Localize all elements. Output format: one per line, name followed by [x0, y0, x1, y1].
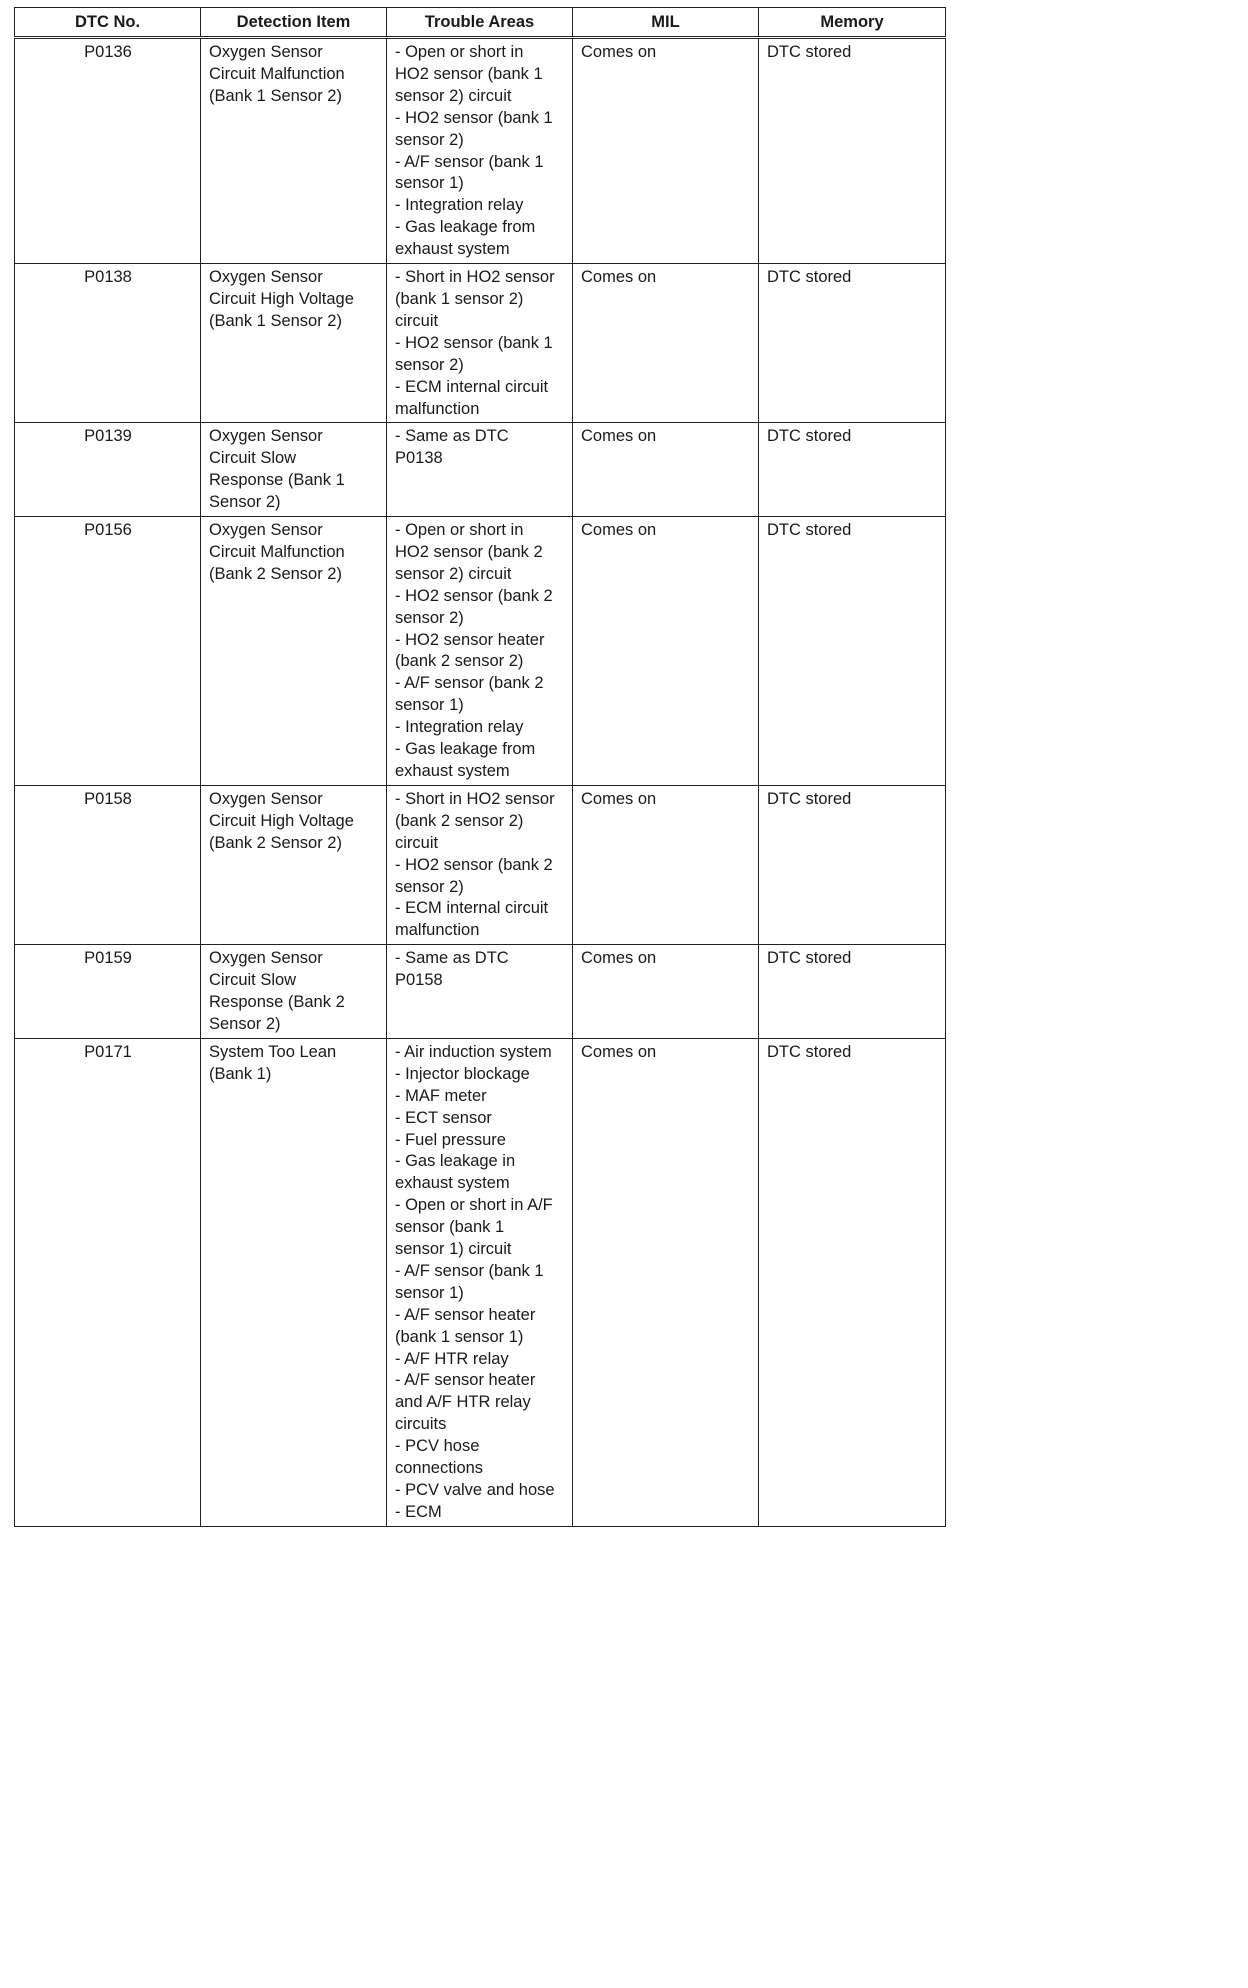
table-row: [15, 423, 946, 517]
table-row: [15, 264, 946, 423]
memory-cell: DTC stored: [759, 423, 946, 517]
mil-cell: Comes on: [573, 1038, 759, 1526]
table-row: [15, 945, 946, 1039]
trouble-area-item: - Gas leakage from exhaust system: [395, 740, 536, 780]
detection-item-cell: Oxygen Sensor Circuit Malfunction (Bank 1 Sensor 2): [201, 38, 387, 264]
trouble-area-item: - Open or short in HO2 sensor (bank 2 sensor 2) circuit: [395, 521, 543, 583]
trouble-area-item: - HO2 sensor (bank 1 sensor 2): [395, 333, 553, 374]
dtc-table: [14, 7, 946, 1527]
detection-item-cell: System Too Lean (Bank 1): [201, 1038, 387, 1526]
memory-cell: DTC stored: [759, 945, 946, 1039]
trouble-area-item: - ECT sensor: [395, 1108, 492, 1127]
header-row: [15, 8, 946, 38]
trouble-area-item: - Air induction system: [395, 1042, 552, 1061]
trouble-area-item: - ECM internal circuit malfunction: [395, 899, 549, 940]
trouble-area-item: - HO2 sensor (bank 2 sensor 2): [395, 586, 553, 627]
trouble-area-item: - ECM internal circuit malfunction: [395, 377, 549, 418]
mil-cell: Comes on: [573, 423, 759, 517]
memory-cell: DTC stored: [759, 517, 946, 786]
trouble-area-item: - PCV hose connections: [395, 1437, 484, 1478]
dtc-code-cell: P0139: [15, 423, 201, 517]
trouble-area-item: - Same as DTC P0158: [395, 949, 509, 990]
header-memory: Memory: [759, 8, 946, 38]
trouble-area-item: - Same as DTC P0138: [395, 427, 509, 468]
dtc-code-cell: P0171: [15, 1038, 201, 1526]
header-mil: MIL: [573, 8, 759, 38]
trouble-areas-cell: [387, 785, 573, 944]
table-row: [15, 785, 946, 944]
trouble-area-item: - Open or short in A/F sensor (bank 1 sensor 1) circuit: [395, 1196, 553, 1259]
trouble-area-item: - Fuel pressure: [395, 1130, 506, 1149]
trouble-areas-cell: [387, 1038, 573, 1526]
header-detection-item: Detection Item: [201, 8, 387, 38]
trouble-areas-cell: [387, 517, 573, 786]
detection-item-cell: Oxygen Sensor Circuit High Voltage (Bank 1 Sensor 2): [201, 264, 387, 423]
trouble-area-item: - A/F sensor (bank 2 sensor 1): [395, 674, 544, 715]
mil-cell: Comes on: [573, 38, 759, 264]
detection-item-cell: Oxygen Sensor Circuit High Voltage (Bank 2 Sensor 2): [201, 785, 387, 944]
trouble-area-item: - Short in HO2 sensor (bank 1 sensor 2) circuit: [395, 268, 555, 330]
memory-cell: DTC stored: [759, 38, 946, 264]
dtc-code-cell: P0138: [15, 264, 201, 423]
trouble-area-item: - Injector blockage: [395, 1064, 530, 1083]
trouble-area-item: - A/F sensor (bank 1 sensor 1): [395, 152, 544, 193]
mil-cell: Comes on: [573, 945, 759, 1039]
trouble-area-item: - Short in HO2 sensor (bank 2 sensor 2) circuit: [395, 789, 555, 852]
trouble-area-item: - A/F HTR relay: [395, 1349, 509, 1368]
trouble-area-item: - ECM: [395, 1502, 442, 1521]
trouble-area-item: - A/F sensor heater (bank 1 sensor 1): [395, 1305, 536, 1346]
mil-cell: Comes on: [573, 517, 759, 786]
table-body: [15, 38, 946, 1527]
trouble-area-item: - HO2 sensor (bank 1 sensor 2): [395, 108, 553, 149]
trouble-area-item: - HO2 sensor heater (bank 2 sensor 2): [395, 630, 545, 671]
dtc-code-cell: P0156: [15, 517, 201, 786]
trouble-areas-cell: [387, 264, 573, 423]
trouble-area-item: - A/F sensor heater and A/F HTR relay circuits: [395, 1371, 536, 1434]
trouble-areas-cell: [387, 945, 573, 1039]
trouble-area-item: - MAF meter: [395, 1086, 487, 1105]
header-dtc-no: DTC No.: [15, 8, 201, 38]
memory-cell: DTC stored: [759, 1038, 946, 1526]
mil-cell: Comes on: [573, 785, 759, 944]
detection-item-cell: Oxygen Sensor Circuit Slow Response (Bank 1 Sensor 2): [201, 423, 387, 517]
trouble-area-item: - PCV valve and hose: [395, 1481, 555, 1499]
trouble-area-item: - Open or short in HO2 sensor (bank 1 sensor 2) circuit: [395, 43, 543, 105]
dtc-code-cell: P0158: [15, 785, 201, 944]
mil-cell: Comes on: [573, 264, 759, 423]
table-row: [15, 38, 946, 264]
memory-cell: DTC stored: [759, 264, 946, 423]
detection-item-cell: Oxygen Sensor Circuit Slow Response (Bank 2 Sensor 2): [201, 945, 387, 1039]
detection-item-cell: Oxygen Sensor Circuit Malfunction (Bank 2 Sensor 2): [201, 517, 387, 786]
trouble-area-item: - Integration relay: [395, 718, 524, 737]
memory-cell: DTC stored: [759, 785, 946, 944]
trouble-area-item: - HO2 sensor (bank 2 sensor 2): [395, 855, 553, 896]
trouble-area-item: - A/F sensor (bank 1 sensor 1): [395, 1261, 544, 1302]
dtc-code-cell: P0159: [15, 945, 201, 1039]
table-row: [15, 1038, 946, 1526]
trouble-area-item: - Gas leakage in exhaust system: [395, 1152, 516, 1193]
table-header: [15, 8, 946, 38]
table-row: [15, 517, 946, 786]
trouble-areas-cell: [387, 423, 573, 517]
trouble-area-item: - Gas leakage from exhaust system: [395, 218, 536, 259]
trouble-area-item: - Integration relay: [395, 196, 524, 215]
dtc-code-cell: P0136: [15, 38, 201, 264]
header-trouble-areas: Trouble Areas: [387, 8, 573, 38]
trouble-areas-cell: [387, 38, 573, 264]
